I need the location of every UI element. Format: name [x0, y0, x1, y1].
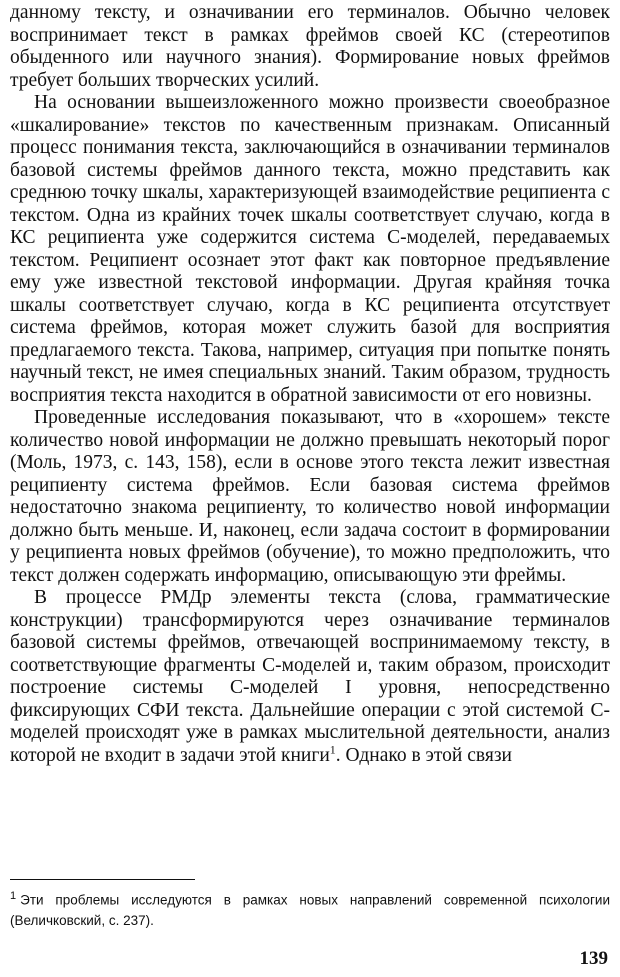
paragraph-1-text: данному тексту, и означивании его терминалов. Обычно человек воспринимает текст в рамках фреймов своей КС (стереотипов обыденного или научного знания). Формирование новых фреймов требует больших творческих усилий. [10, 2, 610, 91]
paragraph-4-text: В процессе РМДр элементы текста (слова, грамматические конструкции) трансформируются через означивание терминалов базовой системы фреймов, отвечающей воспринимаемому тексту, в соответствующие фрагменты С-моделей и, таким образом, происходит построение системы С-моделей I уровня, непосредственно фиксирующих СФИ текста. Дальнейшие операции с этой системой С-моделей происходят уже в рамках мыслительной деятельности, анализ которой не входит в задачи этой книги [10, 587, 610, 766]
page-number: 139 [579, 948, 608, 969]
paragraph-3 [10, 407, 610, 587]
paragraph-2 [10, 92, 610, 407]
paragraph-4 [10, 587, 610, 767]
main-text [10, 2, 610, 767]
paragraph-4-text-continued: . Однако в этой связи [335, 744, 512, 766]
footnote-text: Эти проблемы исследуются в рамках новых направлений современной психологии (Величковский, с. 237). [10, 892, 610, 928]
footnote [10, 886, 610, 931]
footnote-reference: 1 [329, 742, 336, 756]
footnote-mark: 1 [10, 890, 17, 902]
footnote-divider [10, 879, 195, 880]
paragraph-2-text: На основании вышеизложенного можно произвести своеобразное «шкалирование» текстов по качественным признакам. Описанный процесс понимания текста, заключающийся в означивании терминалов базовой системы фреймов данного текста, можно представить как среднюю точку шкалы, характеризующей взаимодействие реципиента с текстом. Одна из крайних точек шкалы соответствует случаю, когда в КС реципиента уже содержится система С-моделей, передаваемых текстом. Реципиент осознает этот факт как повторное предъявление ему уже известной текстовой информации. Другая крайняя точка шкалы соответствует случаю, когда в КС реципиента отсутствует система фреймов, которая может служить базой для восприятия предлагаемого текста. Такова, например, ситуация при попытке понять научный текст, не имея специальных знаний. Таким образом, трудность восприятия текста находится в обратной зависимости от его новизны. [10, 92, 610, 406]
paragraph-3-text: Проведенные исследования показывают, что в «хорошем» тексте количество новой информации не должно превышать некоторый порог (Моль, 1973, с. 143, 158), если в основе этого текста лежит известная реципиенту система фреймов. Если базовая система фреймов недостаточно знакома реципиенту, то количество новой информации должно быть меньше. И, наконец, если задача состоит в формировании у реципиента новых фреймов (обучение), то можно предположить, что текст должен содержать информацию, описывающую эти фреймы. [10, 407, 610, 586]
paragraph-1 [10, 2, 610, 92]
